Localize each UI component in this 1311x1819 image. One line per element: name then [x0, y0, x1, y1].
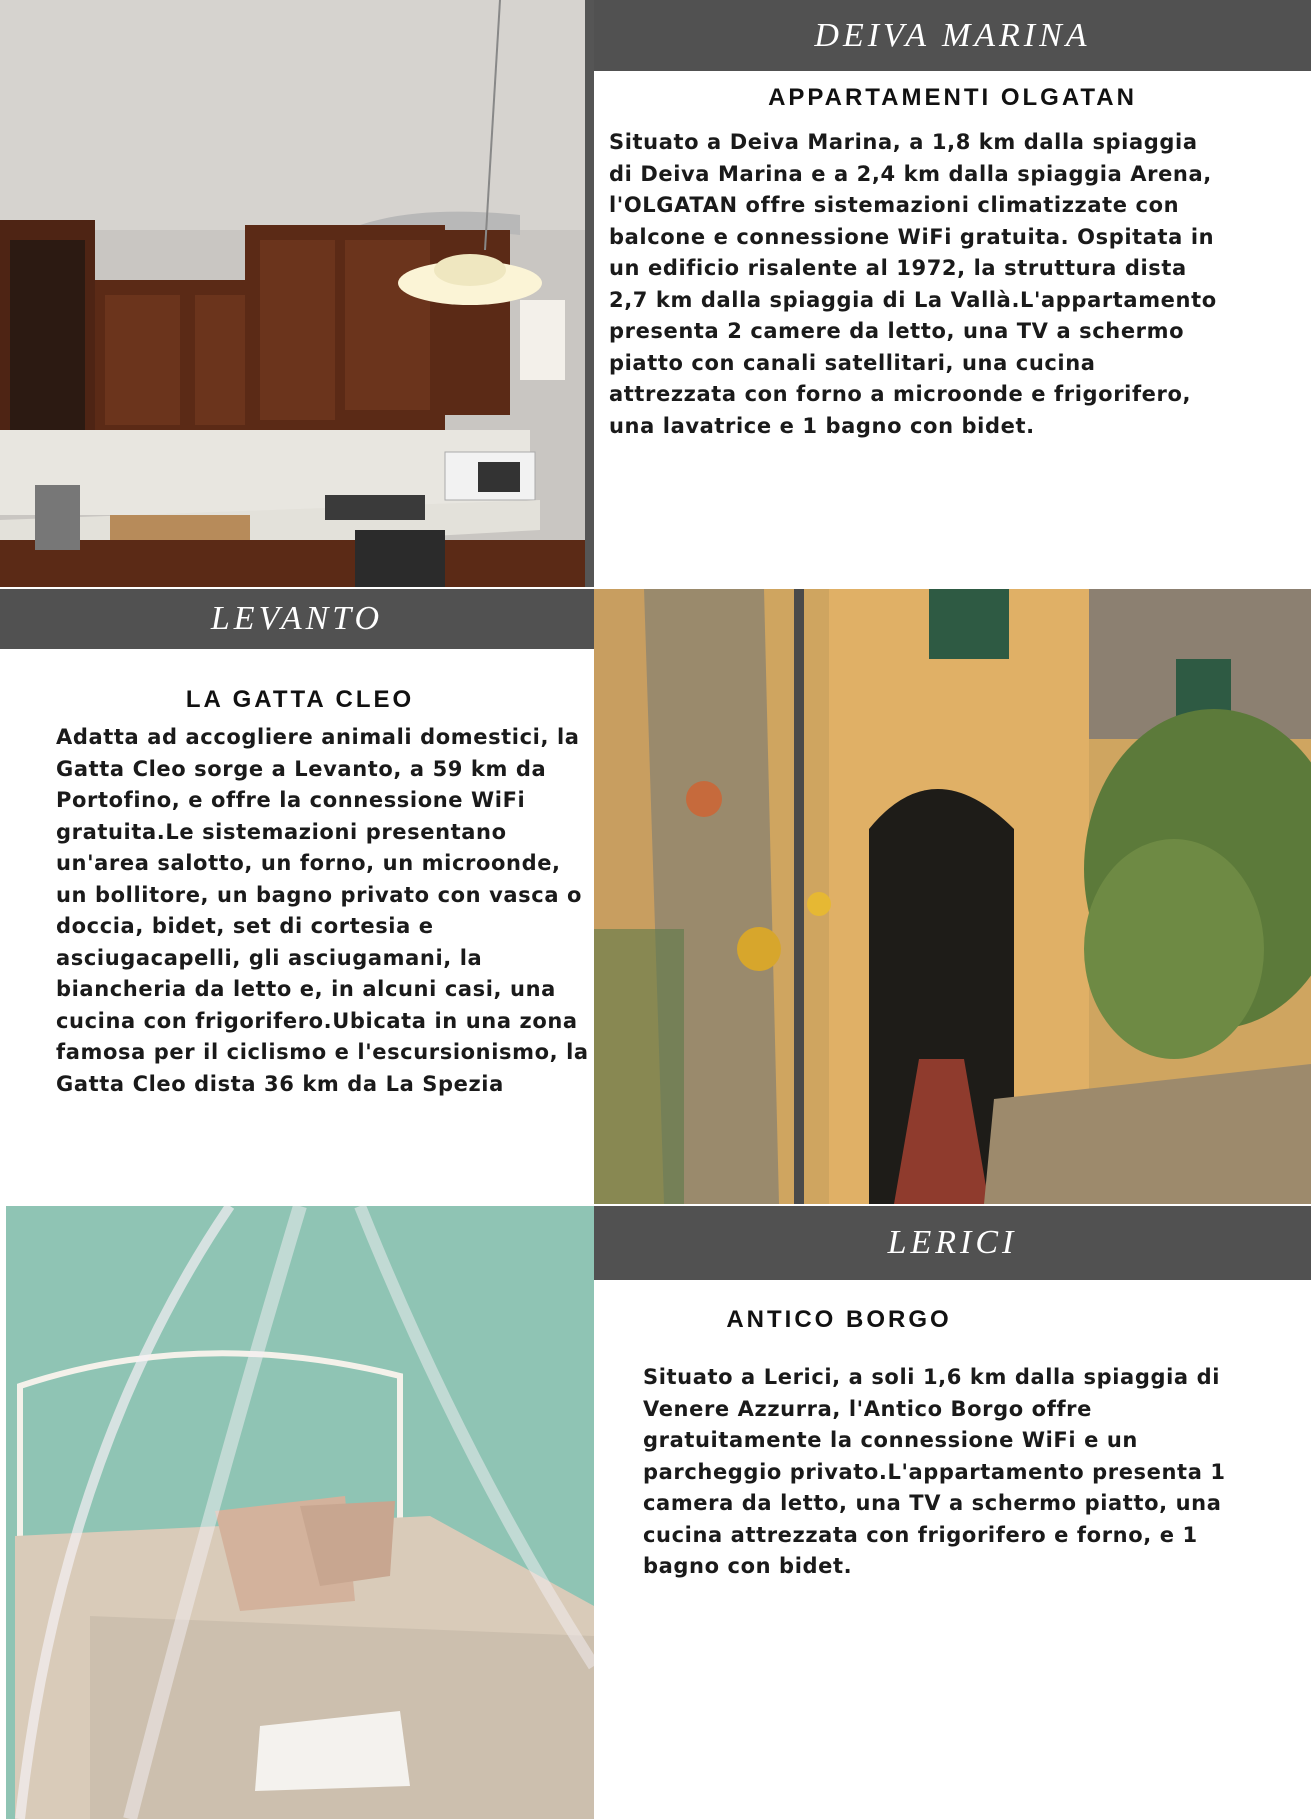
property-description: Situato a Deiva Marina, a 1,8 km dalla spiaggia di Deiva Marina e a 2,4 km dalla spiaggia Arena, l'OLGATAN offre sistemazioni climatizzate con balcone e connessione WiFi gratuita. Ospitata in un edificio risalente al 1972, la struttura dista 2,7 km dalla spiaggia di La Vallà.L'appartamento presenta 2 camere da letto, una TV a schermo piatto con canali satellitari, una cucina attrezzata con forno a microonde e frigorifero, una lavatrice e 1 bagno con bidet.	[609, 130, 1217, 438]
location-banner	[0, 589, 594, 649]
property-description: Situato a Lerici, a soli 1,6 km dalla spiaggia di Venere Azzurra, l'Antico Borgo offre gratuitamente la connessione WiFi e un parcheggio privato.L'appartamento presenta 1 camera da letto, una TV a schermo piatto, una cucina attrezzata con frigorifero e forno, e 1 bagno con bidet.	[643, 1365, 1226, 1578]
kitchen-photo	[0, 0, 594, 587]
location-banner	[594, 0, 1311, 71]
property-description: Adatta ad accogliere animali domestici, la Gatta Cleo sorge a Levanto, a 59 km da Portofino, e offre la connessione WiFi gratuita.Le sistemazioni presentano un'area salotto, un forno, un microonde, un bollitore, un bagno privato con vasca o doccia, bidet, set di cortesia e asciugacapelli, gli asciugamani, la biancheria da letto e, in alcuni casi, una cucina con frigorifero.Ubicata in una zona famosa per il ciclismo e l'escursionismo, la Gatta Cleo dista 36 km da La Spezia	[56, 725, 589, 1096]
property-title: LA GATTA CLEO	[185, 686, 415, 713]
location-label: LERICI	[887, 1224, 1018, 1261]
alley-photo	[594, 589, 1311, 1204]
property-title: ANTICO BORGO	[726, 1306, 952, 1333]
location-label: LEVANTO	[210, 600, 384, 637]
location-banner	[594, 1206, 1311, 1280]
bedroom-photo	[0, 1206, 594, 1819]
property-title: APPARTAMENTI OLGATAN	[768, 84, 1137, 111]
location-label: DEIVA MARINA	[814, 16, 1091, 54]
